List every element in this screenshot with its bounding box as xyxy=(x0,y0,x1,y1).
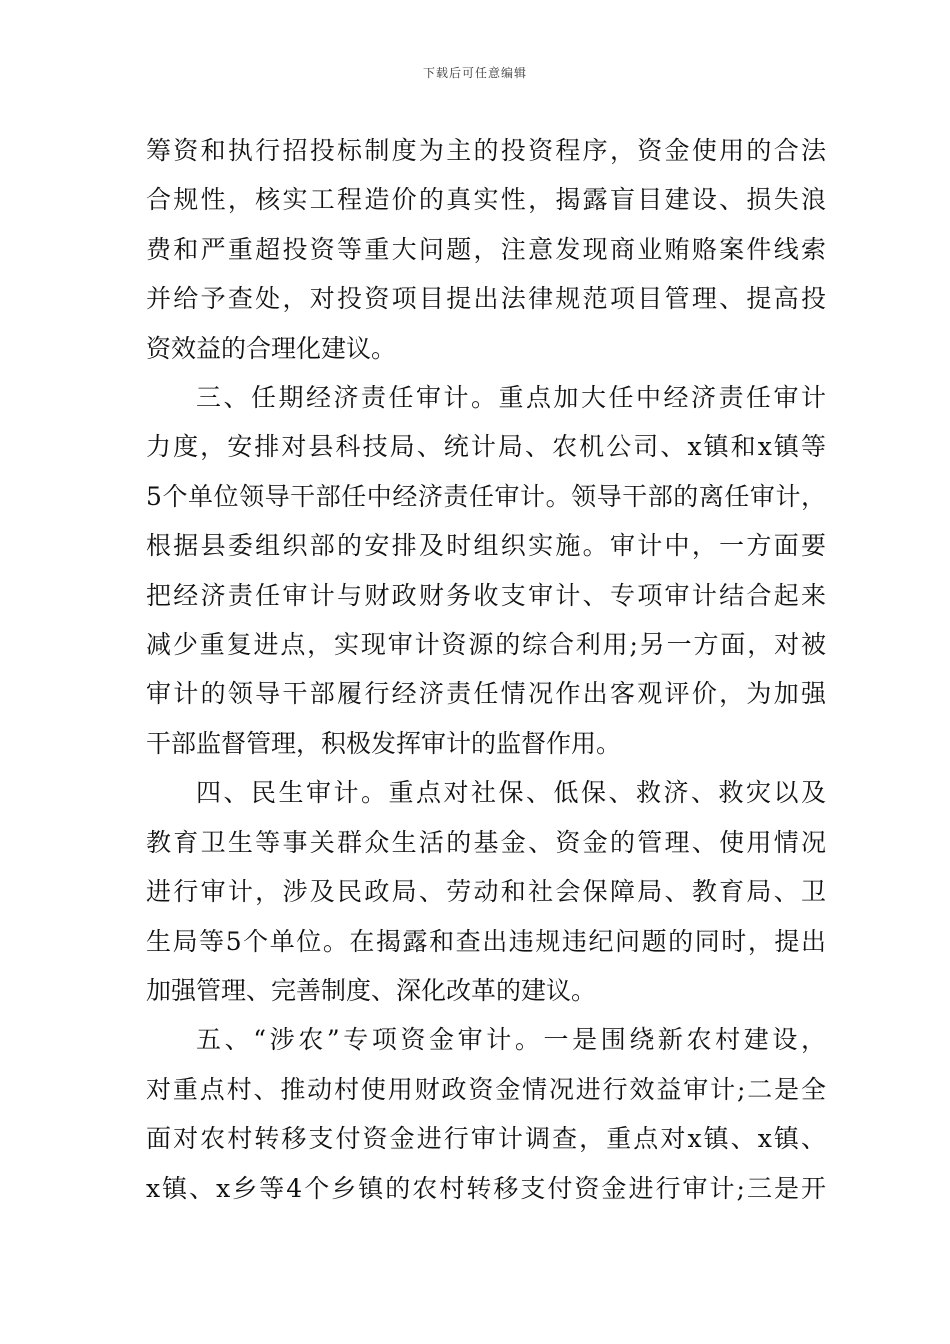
paragraph-term-economic-audit xyxy=(146,373,826,768)
text-line: 根据县委组织部的安排及时组织实施。审计中，一方面要 xyxy=(146,531,826,561)
text-line: 筹资和执行招投标制度为主的投资程序，资金使用的合法 xyxy=(146,136,826,165)
text-line: 四、民生审计。重点对社保、低保、救济、救灾以及 xyxy=(196,778,826,808)
text-line: 把经济责任审计与财政财务收支审计、专项审计结合起来 xyxy=(146,580,826,610)
text-line: 三、任期经济责任审计。重点加大任中经济责任审计 xyxy=(196,383,826,413)
text-line: 面对农村转移支付资金进行审计调查，重点对x镇、x镇、 xyxy=(146,1124,826,1154)
text-line: 合规性，核实工程造价的真实性，揭露盲目建设、损失浪 xyxy=(146,185,826,215)
text-line: 并给予查处，对投资项目提出法律规范项目管理、提高投 xyxy=(146,284,826,314)
paragraph-agriculture-fund-audit xyxy=(146,1015,826,1213)
paragraph-livelihood-audit xyxy=(146,768,826,1015)
paragraph-investment-audit xyxy=(146,126,826,373)
text-line: 审计的领导干部履行经济责任情况作出客观评价，为加强 xyxy=(146,679,826,709)
text-line: 生局等5个单位。在揭露和查出违规违纪问题的同时，提出 xyxy=(146,926,826,956)
text-line: 进行审计，涉及民政局、劳动和社会保障局、教育局、卫 xyxy=(146,877,826,907)
text-line: 教育卫生等事关群众生活的基金、资金的管理、使用情况 xyxy=(146,827,826,857)
text-line: 力度，安排对县科技局、统计局、农机公司、x镇和x镇等 xyxy=(146,432,826,462)
text-line: 5个单位领导干部任中经济责任审计。领导干部的离任审计， xyxy=(146,481,826,511)
text-line: 加强管理、完善制度、深化改革的建议。 xyxy=(146,975,597,1005)
text-line: 资效益的合理化建议。 xyxy=(146,333,397,363)
text-line: 费和严重超投资等重大问题，注意发现商业贿赂案件线索 xyxy=(146,234,826,264)
text-line: 干部监督管理，积极发挥审计的监督作用。 xyxy=(146,728,622,758)
page-header-note: 下载后可任意编辑 xyxy=(422,66,527,80)
text-line: 对重点村、推动村使用财政资金情况进行效益审计;二是全 xyxy=(146,1074,826,1104)
text-line: 五、“涉农”专项资金审计。一是围绕新农村建设， xyxy=(196,1025,826,1055)
document-body xyxy=(146,126,826,1213)
text-line: x镇、x乡等4个乡镇的农村转移支付资金进行审计;三是开 xyxy=(146,1173,826,1203)
text-line: 减少重复进点，实现审计资源的综合利用;另一方面，对被 xyxy=(146,630,826,660)
